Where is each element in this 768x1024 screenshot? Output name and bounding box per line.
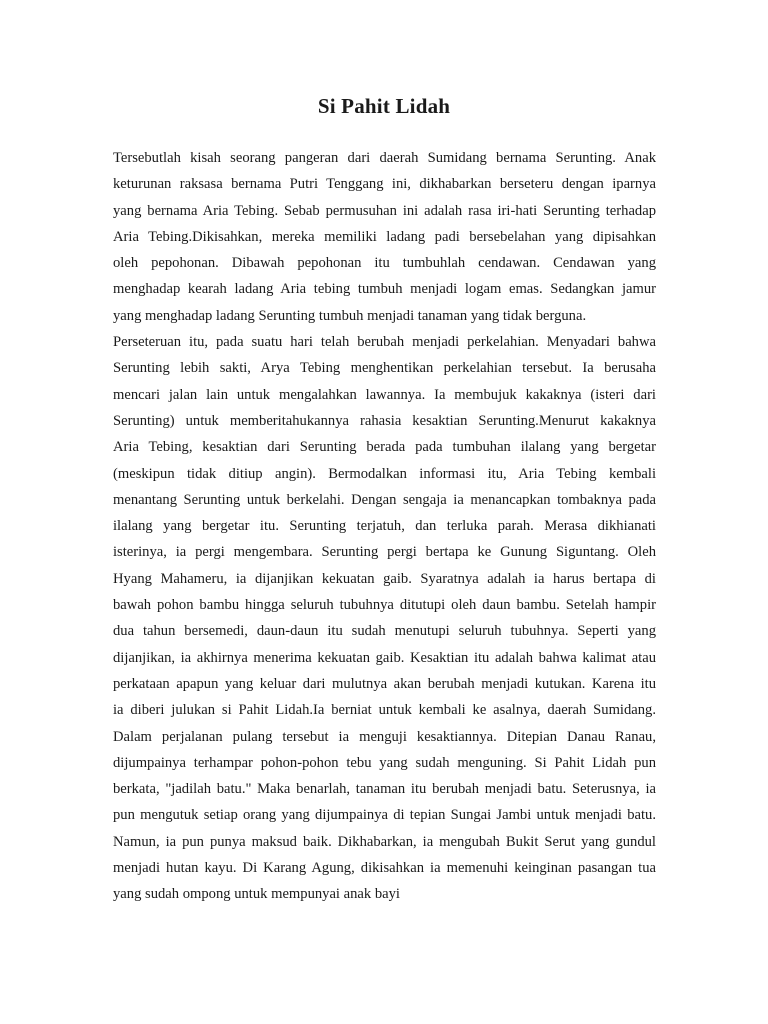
text-line: pun mengutuk setiap orang yang dijumpainya di tepian Sungai Jambi untuk menjadi batu. [113,807,656,824]
document-body [113,145,656,908]
text-line: Serunting) untuk memberitahukannya rahasia kesaktian Serunting.Menurut kakaknya [113,412,656,429]
text-line: menghadap kearah ladang Aria tebing tumbuh menjadi logam emas. Sedangkan jamur [113,281,656,298]
text-line: Serunting lebih sakti, Arya Tebing menghentikan perkelahian tersebut. Ia berusaha [113,360,656,377]
text-line: ia diberi julukan si Pahit Lidah.Ia berniat untuk kembali ke asalnya, daerah Sumidang. [113,702,656,719]
text-line: isterinya, ia pergi mengembara. Serunting pergi bertapa ke Gunung Siguntang. Oleh [113,544,656,561]
text-line: yang bernama Aria Tebing. Sebab permusuhan ini adalah rasa iri-hati Serunting terhadap [113,202,656,219]
text-line: Aria Tebing, kesaktian dari Serunting berada pada tumbuhan ilalang yang bergetar [113,439,656,456]
text-line: mencari jalan lain untuk mengalahkan lawannya. Ia membujuk kakaknya (isteri dari [113,386,656,403]
text-line: Namun, ia pun punya maksud baik. Dikhabarkan, ia mengubah Bukit Serut yang gundul [113,833,656,850]
text-line: (meskipun tidak ditiup angin). Bermodalkan informasi itu, Aria Tebing kembali [113,465,656,482]
text-line: yang sudah ompong untuk mempunyai anak bayi [113,886,400,903]
text-line: menantang Serunting untuk berkelahi. Dengan sengaja ia menancapkan tombaknya pada [113,491,656,508]
text-line: yang menghadap ladang Serunting tumbuh menjadi tanaman yang tidak berguna. [113,307,587,324]
document-title: Si Pahit Lidah [317,94,451,118]
text-line: berkata, "jadilah batu." Maka benarlah, tanaman itu berubah menjadi batu. Seterusnya, ia [113,781,656,798]
text-line: perkataan apapun yang keluar dari mulutnya akan berubah menjadi kutukan. Karena itu [113,675,656,692]
text-line: Hyang Mahameru, ia dijanjikan kekuatan gaib. Syaratnya adalah ia harus bertapa di [113,570,656,587]
text-line: dua tahun bersemedi, daun-daun itu sudah menutupi seluruh tubuhnya. Seperti yang [113,623,656,640]
text-line: ilalang yang bergetar itu. Serunting terjatuh, dan terluka parah. Merasa dikhianati [113,518,656,535]
text-line: menjadi hutan kayu. Di Karang Agung, dikisahkan ia memenuhi keinginan pasangan tua [113,860,656,877]
paragraph [113,329,656,908]
text-line: Dalam perjalanan pulang tersebut ia menguji kesaktiannya. Ditepian Danau Ranau, [113,728,656,745]
text-line: dijumpainya terhampar pohon-pohon tebu yang sudah menguning. Si Pahit Lidah pun [113,754,656,771]
text-line: keturunan raksasa bernama Putri Tenggang ini, dikhabarkan berseteru dengan iparnya [113,176,656,193]
text-line: oleh pepohonan. Dibawah pepohonan itu tumbuhlah cendawan. Cendawan yang [113,255,656,272]
text-line: Perseteruan itu, pada suatu hari telah berubah menjadi perkelahian. Menyadari bahwa [113,334,656,351]
paragraph [113,145,656,329]
text-line: Aria Tebing.Dikisahkan, mereka memiliki ladang padi bersebelahan yang dipisahkan [113,228,656,245]
text-line: bawah pohon bambu hingga seluruh tubuhnya ditutupi oleh daun bambu. Setelah hampir [113,597,656,614]
text-line: Tersebutlah kisah seorang pangeran dari daerah Sumidang bernama Serunting. Anak [113,150,656,166]
text-line: dijanjikan, ia akhirnya menerima kekuatan gaib. Kesaktian itu adalah bahwa kalimat atau [113,649,656,666]
paragraph-container [113,145,656,908]
